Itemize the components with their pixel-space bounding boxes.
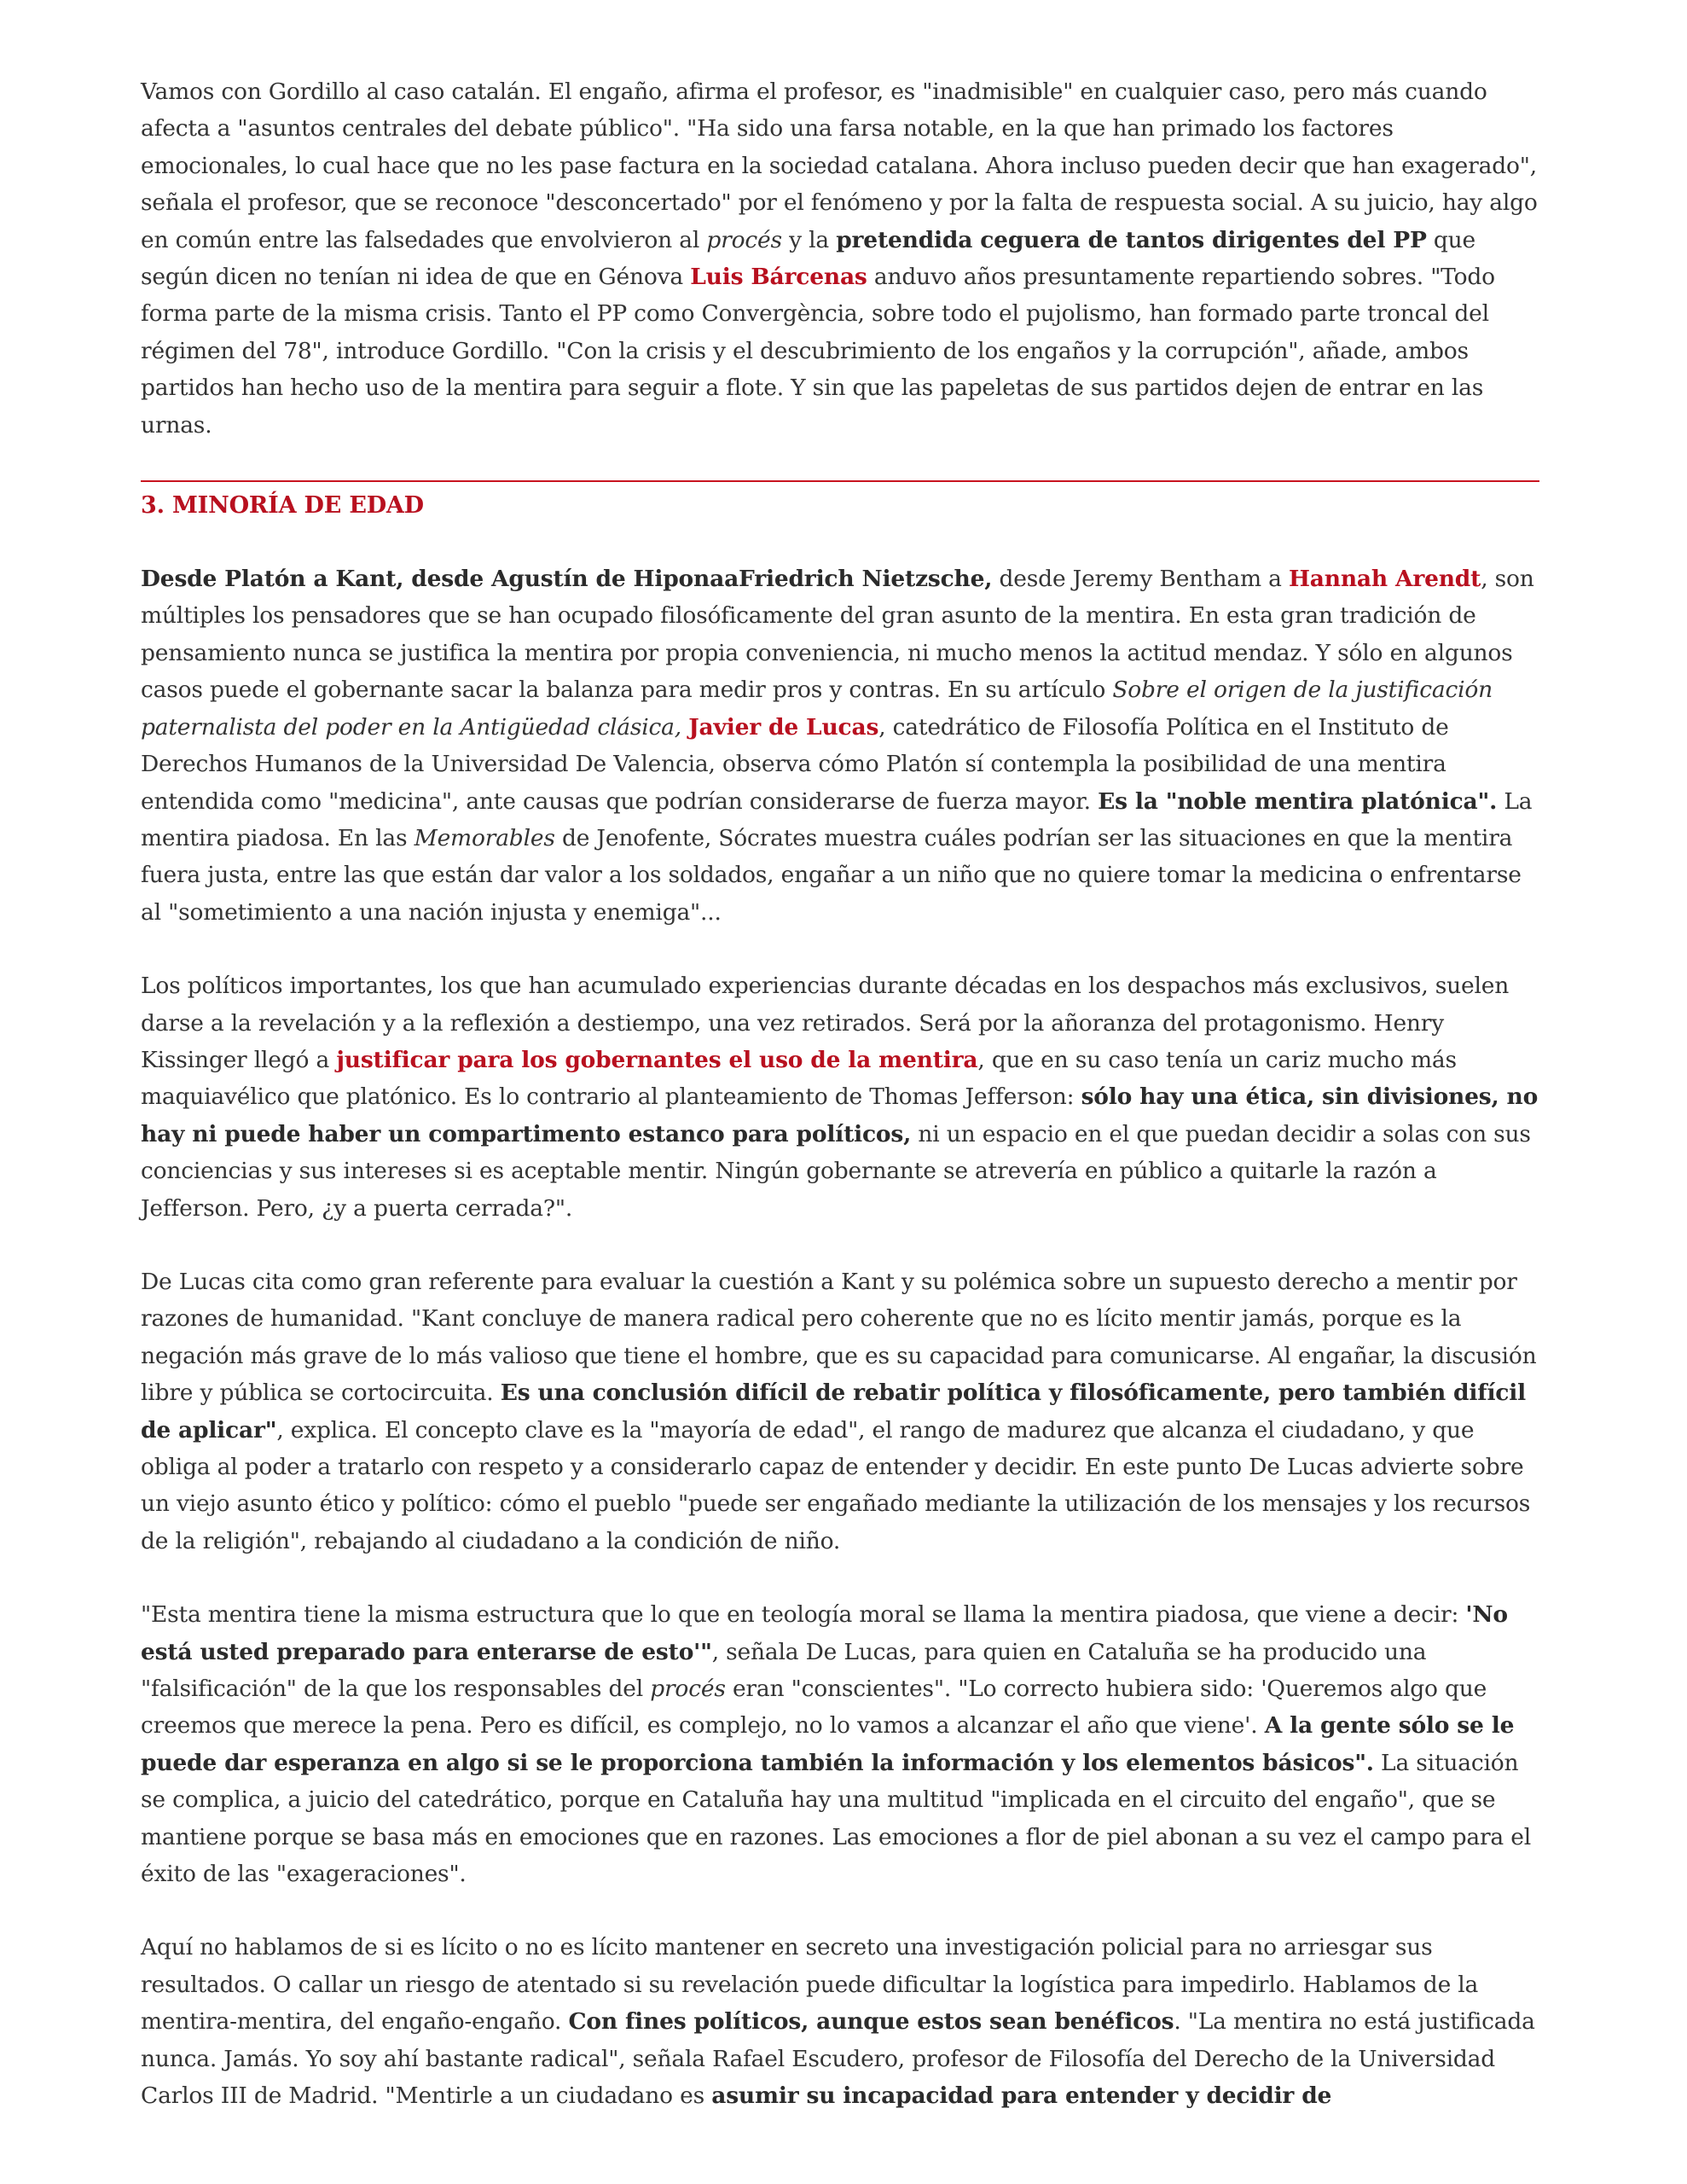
link-hannah-arendt[interactable]: Hannah Arendt <box>1288 566 1481 593</box>
text: De Lucas cita como gran referente para evaluar la cuestión a Kant y su polémica sobre un supuesto derecho a mentir por razones de humanidad. "Kant concluye de manera radical pero coherente que no es lícito mentir jamás, porque es la negación más grave de lo más valioso que tiene el hombre, que es su capacidad para comunicarse. Al engañar, la discusión libre y pública se cortocircuita. <box>141 1268 1537 1407</box>
text: . "La mentira no está justificada nunca. Jamás. Yo soy ahí bastante radical", señala Rafael Escudero, profesor de Filosofía del Derecho de la Universidad Carlos III de Madrid. "Mentirle a un ciudadano es <box>141 2008 1535 2110</box>
text: , explica. El concepto clave es la "mayoría de edad", el rango de madurez que alcanza el ciudadano, y que obliga al poder a tratarlo con respeto y a considerarlo capaz de entender y decidir. En este punto De Lucas advierte sobre un viejo asunto ético y político: cómo el pueblo "puede ser engañado mediante la utilización de los mensajes y los recursos de la religión", rebajando al ciudadano a la condición de niño. <box>141 1416 1531 1554</box>
text: eran "conscientes". "Lo correcto hubiera sido: 'Queremos algo que creemos que merece la pena. Pero es difícil, es complejo, no lo vamos a alcanzar el año que viene'. <box>141 1676 1487 1740</box>
bold-emphasis: Desde Platón a Kant, desde Agustín de HiponaaFriedrich Nietzsche, <box>141 566 993 593</box>
text: de Jenofente, Sócrates muestra cuáles podrían ser las situaciones en que la mentira fuera justa, entre las que están dar valor a los soldados, engañar a un niño que no quiere tomar la medicina o enfrentarse al "sometimiento a una nación injusta y enemiga"... <box>141 824 1522 926</box>
text: , señala De Lucas, para quien en Cataluña se ha producido una "falsificación" de la que los responsables del <box>141 1638 1427 1703</box>
section-divider <box>141 480 1539 482</box>
text: anduvo años presuntamente repartiendo sobres. "Todo forma parte de la misma crisis. Tanto el PP como Convergència, sobre todo el pujolismo, han formado parte troncal del régimen del 78", introduce Gordillo. "Con la crisis y el descubrimiento de los engaños y la corrupción", añade, ambos partidos han hecho uso de la mentira para seguir a flote. Y sin que las papeletas de sus partidos dejen de entrar en las urnas. <box>141 264 1495 439</box>
bold-emphasis: asumir su incapacidad para entender y decidir de <box>711 2082 1332 2110</box>
paragraph-escudero <box>141 1929 1539 2114</box>
text: , que en su caso tenía un cariz mucho más maquiavélico que platónico. Es lo contrario al planteamiento de Thomas Jefferson: <box>141 1046 1457 1111</box>
italic-term: procés <box>706 226 782 253</box>
text: La situación se complica, a juicio del catedrático, porque en Cataluña hay una multitud "implicada en el circuito del engaño", que se mantiene porque se basa más en emociones que en razones. Las emociones a flor de piel abonan a su vez el campo para el éxito de las "exageraciones". <box>141 1749 1532 1888</box>
paragraph-pensadores <box>141 561 1539 931</box>
paragraph-mentira-piadosa <box>141 1596 1539 1892</box>
text: Vamos con Gordillo al caso catalán. El engaño, afirma el profesor, es "inadmisible" en cualquier caso, pero más cuando afecta a "asuntos centrales del debate público". "Ha sido una farsa notable, en la que han primado los factores emocionales, lo cual hace que no les pase factura en la sociedad catalana. Ahora incluso pueden decir que han exagerado", señala el profesor, que se reconoce "desconcertado" por el fenómeno y por la falta de respuesta social. A su juicio, hay algo en común entre las falsedades que envolvieron al <box>141 78 1538 253</box>
text: "Esta mentira tiene la misma estructura que lo que en teología moral se llama la mentira piadosa, que viene a decir: <box>141 1601 1466 1629</box>
article-body <box>141 73 1539 2152</box>
bold-emphasis: Es una conclusión difícil de rebatir política y filosóficamente, pero también difícil de aplicar" <box>141 1380 1526 1443</box>
text: Los políticos importantes, los que han acumulado experiencias durante décadas en los despachos más exclusivos, suelen darse a la revelación y a la reflexión a destiempo, una vez retirados. Será por la añoranza del protagonismo. Henry Kissinger llegó a <box>141 973 1510 1073</box>
bold-emphasis: 'No está usted preparado para enterarse de esto'" <box>141 1601 1508 1665</box>
text <box>681 714 688 741</box>
bold-emphasis: Con fines políticos, aunque estos sean benéficos <box>568 2008 1174 2036</box>
text: , son múltiples los pensadores que se han ocupado filosóficamente del gran asunto de la mentira. En esta gran tradición de pensamiento nunca se justifica la mentira por propia conveniencia, ni mucho menos la actitud mendaz. Y sólo en algunos casos puede el gobernante sacar la balanza para medir pros y contras. En su artículo <box>141 566 1534 704</box>
text: Aquí no hablamos de si es lícito o no es lícito mantener en secreto una investigación policial para no arriesgar sus resultados. O callar un riesgo de atentado si su revelación puede dificultar la logística para impedirlo. Hablamos de la mentira-mentira, del engaño-engaño. <box>141 1934 1479 2036</box>
text: y la <box>781 226 837 253</box>
paragraph-kant <box>141 1263 1539 1560</box>
bold-emphasis: A la gente sólo se le puede dar esperanza en algo si se le proporciona también la información y los elementos básicos". <box>141 1712 1515 1776</box>
text: ni un espacio en el que puedan decidir a solas con sus conciencias y sus intereses si es aceptable mentir. Ningún gobernante se atrevería en público a quitarle la razón a Jefferson. Pero, ¿y a puerta cerrada?". <box>141 1120 1531 1222</box>
text: La mentira piadosa. En las <box>141 787 1533 851</box>
bold-emphasis: Es la "noble mentira platónica". <box>1098 787 1498 815</box>
paragraph-kissinger <box>141 967 1539 1227</box>
text: , catedrático de Filosofía Política en el Instituto de Derechos Humanos de la Universidad De Valencia, observa cómo Platón sí contempla la posibilidad de una mentira entendida como "medicina", ante causas que podrían considerarse de fuerza mayor. <box>141 713 1449 815</box>
text: desde Jeremy Bentham a <box>992 566 1289 593</box>
bold-emphasis: sólo hay una ética, sin divisiones, no hay ni puede haber un compartimento estanco para políticos, <box>141 1083 1539 1147</box>
italic-term: procés <box>650 1676 726 1703</box>
bold-emphasis: pretendida ceguera de tantos dirigentes del PP <box>836 226 1427 253</box>
italic-article-title: Sobre el origen de la justificación paternalista del poder en la Antigüedad clásica, <box>141 677 1493 741</box>
text: que según dicen no tenían ni idea de que en Génova <box>141 226 1476 291</box>
link-luis-barcenas[interactable]: Luis Bárcenas <box>690 264 867 291</box>
link-justificar-mentira[interactable]: justificar para los gobernantes el uso de la mentira <box>336 1046 978 1073</box>
section-heading: 3. MINORÍA DE EDAD <box>141 492 424 520</box>
italic-book-title: Memorables <box>414 824 555 851</box>
paragraph-gordillo <box>141 73 1539 444</box>
link-javier-de-lucas[interactable]: Javier de Lucas <box>688 713 879 741</box>
